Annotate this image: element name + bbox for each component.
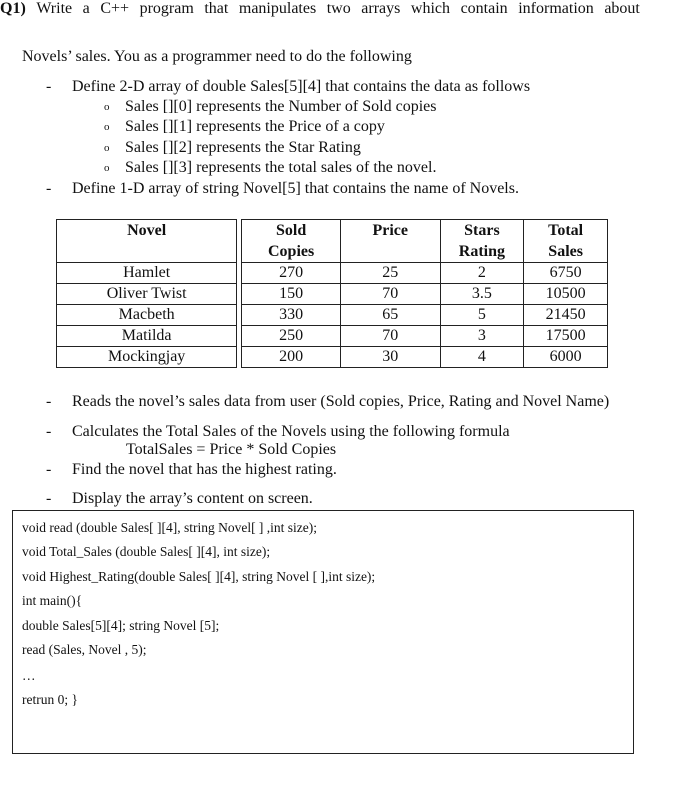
task-calc: Calculates the Total Sales of the Novels using the following formula [72, 423, 510, 440]
header-sold-copies: Sold Copies [242, 220, 341, 263]
code-line: retrun 0; } [22, 692, 78, 707]
cell-sold: 270 [242, 263, 341, 284]
word: two [326, 0, 351, 17]
word: program [139, 0, 194, 17]
word: which [410, 0, 451, 17]
cell-total: 6000 [524, 347, 608, 368]
code-line: … [22, 668, 36, 683]
circle-bullet-icon: o [104, 162, 110, 174]
sub-bullet-item [0, 159, 674, 179]
code-line: void Highest_Rating(double Sales[ ][4], string Novel [ ],int size); [22, 569, 376, 584]
header-price: Price [340, 220, 440, 263]
cell-sold: 250 [242, 326, 341, 347]
sub-bullet-item [0, 139, 674, 159]
table-row [57, 326, 608, 347]
header-novel: Novel [57, 220, 237, 263]
cell-total: 6750 [524, 263, 608, 284]
cell-novel: Macbeth [57, 305, 237, 326]
table-header-row [57, 220, 608, 263]
cell-stars: 3 [440, 326, 524, 347]
dash-bullet: - [46, 423, 52, 440]
dash-bullet: - [46, 180, 52, 197]
cell-novel: Hamlet [57, 263, 237, 284]
sales-table [56, 219, 608, 368]
cell-price: 30 [340, 347, 440, 368]
cell-stars: 4 [440, 347, 524, 368]
cell-novel: Matilda [57, 326, 237, 347]
cell-sold: 200 [242, 347, 341, 368]
task-read: Reads the novel’s sales data from user (Sold copies, Price, Rating and Novel Name) [72, 393, 610, 410]
word: manipulates [238, 0, 317, 17]
header-stars-rating: Stars Rating [440, 220, 524, 263]
dash-bullet: - [46, 461, 52, 478]
cell-novel: Mockingjay [57, 347, 237, 368]
word: C++ [100, 0, 130, 17]
cell-price: 25 [340, 263, 440, 284]
word: about [604, 0, 640, 17]
cell-sold: 330 [242, 305, 341, 326]
word: contain [460, 0, 508, 17]
sub-bullet-text: Sales [][1] represents the Price of a copy [125, 118, 385, 135]
dash-bullet: - [46, 78, 52, 95]
code-line: read (Sales, Novel , 5); [22, 642, 147, 657]
question-number: Q1) [0, 0, 26, 17]
table-row [57, 347, 608, 368]
code-line: double Sales[5][4]; string Novel [5]; [22, 618, 220, 633]
word: that [204, 0, 229, 17]
cell-stars: 2 [440, 263, 524, 284]
cell-total: 17500 [524, 326, 608, 347]
task-display: Display the array’s content on screen. [72, 490, 313, 507]
code-box [12, 510, 634, 754]
table-row [57, 305, 608, 326]
word: Write [36, 0, 73, 17]
dash-bullet: - [46, 393, 52, 410]
sub-bullet-text: Sales [][3] represents the total sales of the novel. [125, 159, 437, 176]
header-total-sales: Total Sales [524, 220, 608, 263]
sub-bullet-item [0, 98, 674, 118]
cell-total: 21450 [524, 305, 608, 326]
table-row [57, 263, 608, 284]
define-2d-text: Define 2-D array of double Sales[5][4] that contains the data as follows [72, 78, 531, 95]
cell-novel: Oliver Twist [57, 284, 237, 305]
dash-bullet: - [46, 490, 52, 507]
code-line: int main(){ [22, 593, 83, 608]
word: information [518, 0, 594, 17]
cell-price: 65 [340, 305, 440, 326]
sub-bullet-text: Sales [][2] represents the Star Rating [125, 139, 361, 156]
code-line: void read (double Sales[ ][4], string Novel[ ] ,int size); [22, 520, 318, 535]
circle-bullet-icon: o [104, 121, 110, 133]
circle-bullet-icon: o [104, 101, 110, 113]
cell-stars: 3.5 [440, 284, 524, 305]
code-line: void Total_Sales (double Sales[ ][4], int size); [22, 544, 271, 559]
word: a [82, 0, 90, 17]
question-line-2: Novels’ sales. You as a programmer need to do the following [22, 48, 412, 65]
formula: TotalSales = Price * Sold Copies [126, 441, 337, 458]
cell-total: 10500 [524, 284, 608, 305]
circle-bullet-icon: o [104, 142, 110, 154]
sub-bullet-text: Sales [][0] represents the Number of Sold copies [125, 98, 437, 115]
sub-bullet-item [0, 118, 674, 138]
define-1d-text: Define 1-D array of string Novel[5] that contains the name of Novels. [72, 180, 519, 197]
task-find: Find the novel that has the highest rating. [72, 461, 337, 478]
question-line-1 [0, 0, 640, 18]
cell-sold: 150 [242, 284, 341, 305]
table-row [57, 284, 608, 305]
cell-price: 70 [340, 284, 440, 305]
cell-stars: 5 [440, 305, 524, 326]
word: arrays [361, 0, 401, 17]
cell-price: 70 [340, 326, 440, 347]
